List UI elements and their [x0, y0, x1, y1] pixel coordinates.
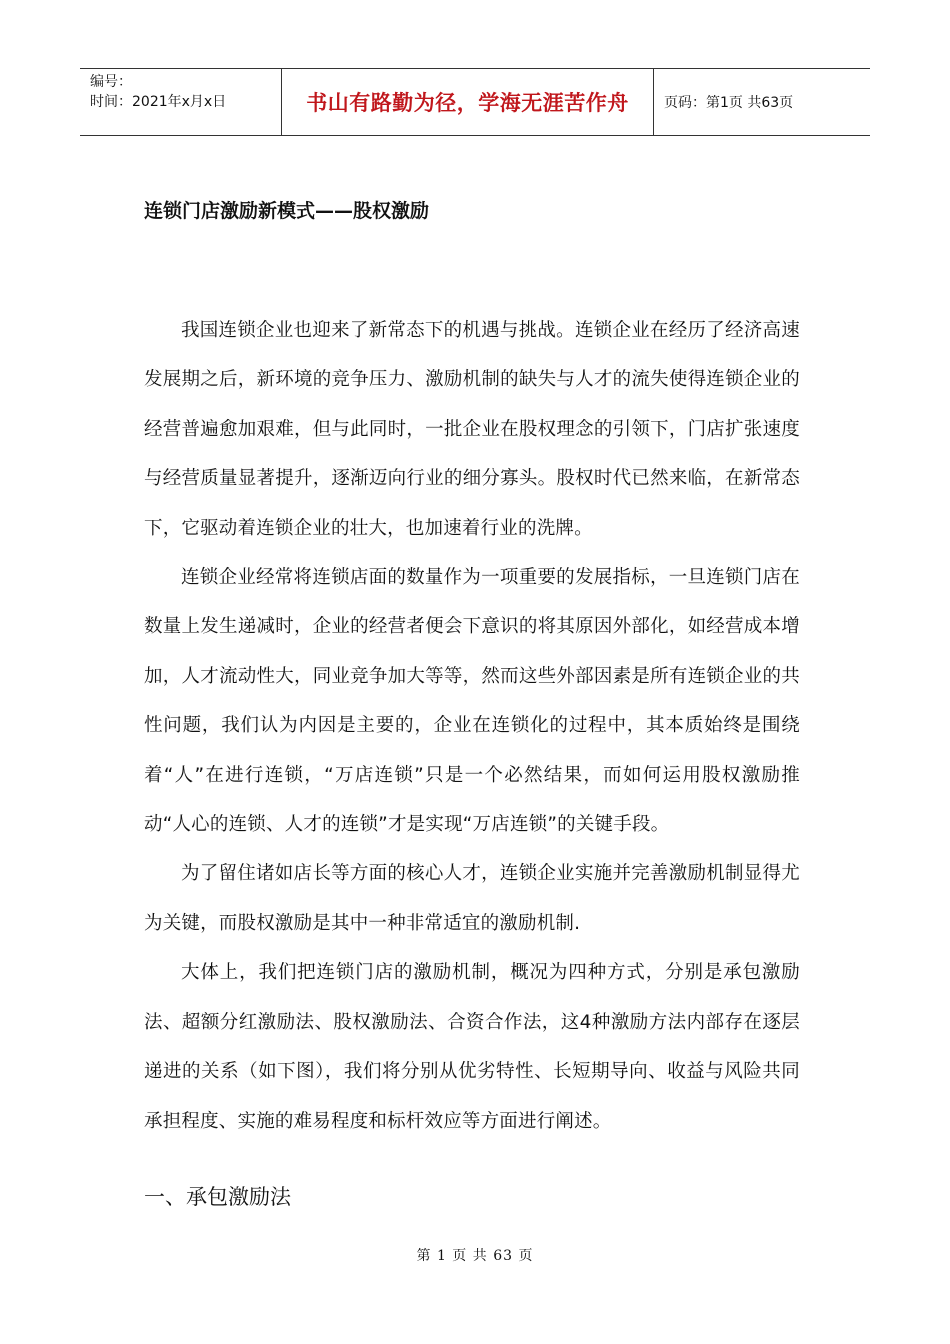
header-page-cell: [654, 69, 870, 135]
paragraph: 为了留住诸如店长等方面的核心人才，连锁企业实施并完善激励机制显得尤为关键，而股权激励是其中一种非常适宜的激励机制.: [144, 863, 800, 934]
header-meta-cell: [80, 69, 282, 135]
page-footer: 第 1 页 共 63 页: [416, 1248, 534, 1264]
page-header: [80, 68, 870, 136]
document-title: 连锁门店激励新模式——股权激励: [144, 200, 430, 222]
document-body: [144, 306, 800, 1146]
page-info: 页码：第1页 共63页: [664, 95, 794, 111]
section-heading: 一、承包激励法: [144, 1185, 291, 1209]
paragraph: 大体上，我们把连锁门店的激励机制，概况为四种方式，分别是承包激励法、超额分红激励法、股权激励法、合资合作法，这4种激励方法内部存在逐层递进的关系（如下图），我们将分别从优劣特性、长短期导向、收益与风险共同承担程度、实施的难易程度和标杆效应等方面进行阐述。: [144, 962, 800, 1132]
header-motto-cell: [282, 69, 654, 135]
number-label: 编号：: [90, 74, 132, 90]
motto-text: 书山有路勤为径，学海无涯苦作舟: [306, 90, 629, 115]
time-label: 时间：2021年x月x日: [90, 94, 227, 110]
paragraph: 我国连锁企业也迎来了新常态下的机遇与挑战。连锁企业在经历了经济高速发展期之后，新环境的竞争压力、激励机制的缺失与人才的流失使得连锁企业的经营普遍愈加艰难，但与此同时，一批企业在股权理念的引领下，门店扩张速度与经营质量显著提升，逐渐迈向行业的细分寡头。股权时代已然来临，在新常态下，它驱动着连锁企业的壮大，也加速着行业的洗牌。: [144, 320, 800, 539]
paragraph: 连锁企业经常将连锁店面的数量作为一项重要的发展指标，一旦连锁门店在数量上发生递减时，企业的经营者便会下意识的将其原因外部化，如经营成本增加，人才流动性大，同业竞争加大等等，然而这些外部因素是所有连锁企业的共性问题，我们认为内因是主要的，企业在连锁化的过程中，其本质始终是围绕着“人”在进行连锁，“万店连锁”只是一个必然结果，而如何运用股权激励推动“人心的连锁、人才的连锁”才是实现“万店连锁”的关键手段。: [144, 567, 800, 836]
